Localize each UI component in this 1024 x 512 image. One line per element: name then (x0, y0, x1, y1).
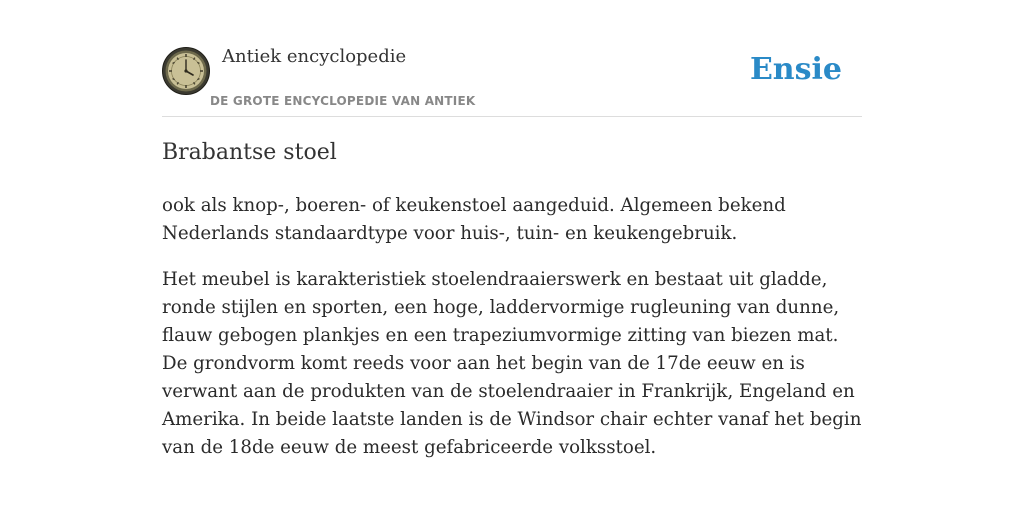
site-header (162, 0, 862, 117)
site-subtitle: DE GROTE ENCYCLOPEDIE VAN ANTIEK (210, 94, 476, 108)
article-paragraph: Het meubel is karakteristiek stoelendraaierswerk en bestaat uit gladde, ronde stijlen en sporten, een hoge, laddervormige rugleuning van dunne, flauw gebogen plankjes en een trapeziumvormige zitting van biezen mat. De grondvorm komt reeds voor aan het begin van de 17de eeuw en is verwant aan de produkten van de stoelendraaier in Frankrijk, Engeland en Amerika. In beide laatste landen is de Windsor chair echter vanaf het begin van de 18de eeuw de meest gefabriceerde volksstoel. (162, 269, 862, 458)
site-title[interactable]: Antiek encyclopedie (222, 46, 407, 67)
page (162, 0, 862, 512)
ensie-logo-link[interactable]: Ensie (749, 52, 842, 87)
antique-clock-icon[interactable] (162, 47, 210, 95)
article-body (162, 192, 867, 480)
article-title: Brabantse stoel (162, 140, 337, 165)
article-paragraph: ook als knop-, boeren- of keukenstoel aangeduid. Algemeen bekend Nederlands standaardtype voor huis-, tuin- en keukengebruik. (162, 195, 786, 244)
